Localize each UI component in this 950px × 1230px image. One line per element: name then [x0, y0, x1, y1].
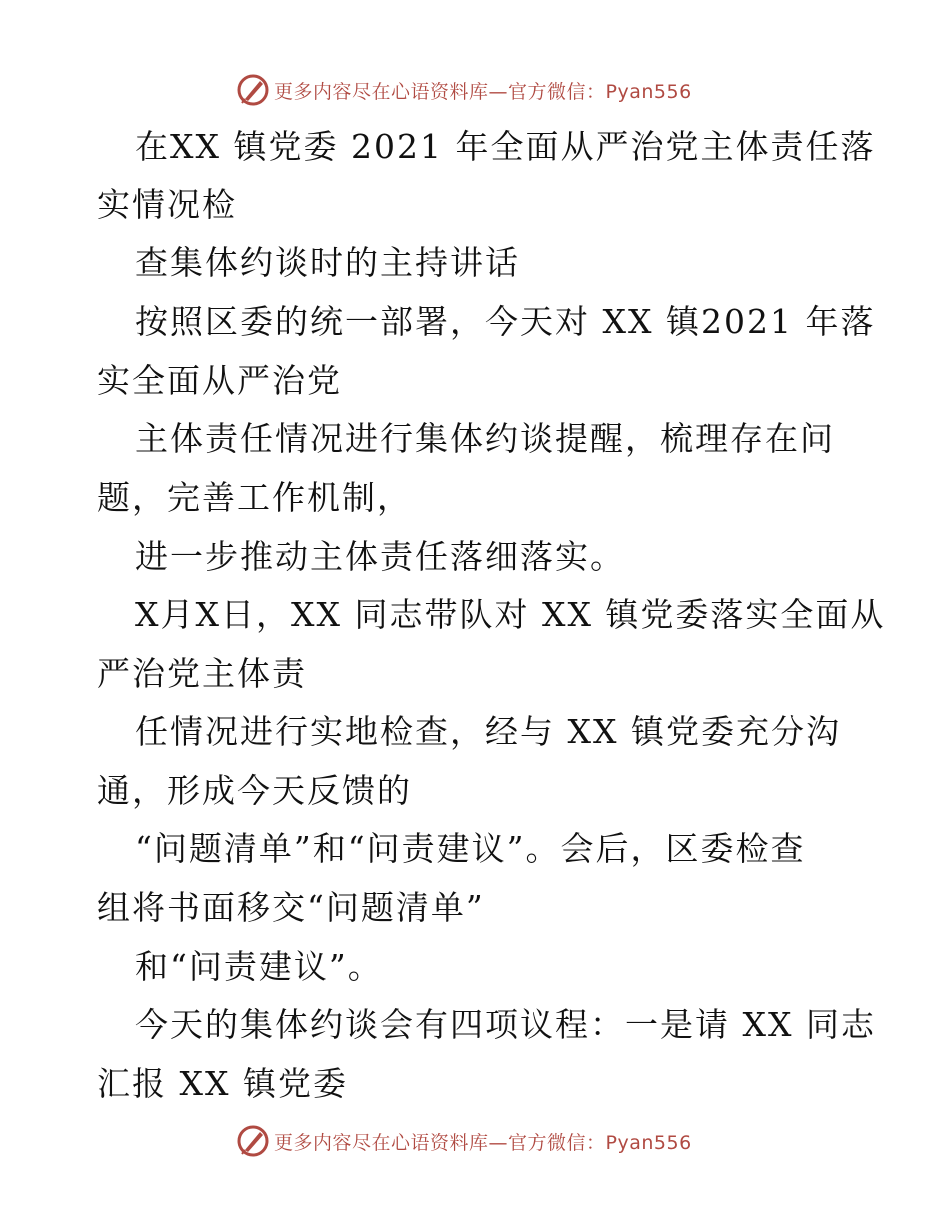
paragraph-line: 任情况进行实地检查，经与 XX 镇党委充分沟 — [135, 712, 841, 751]
paragraph-line: 在XX 镇党委 2021 年全面从严治党主体责任落 — [135, 127, 876, 166]
paragraph-line: 题，完善工作机制， — [97, 478, 412, 517]
watermark-text: 更多内容尽在心语资料库—官方微信：Pyan556 — [274, 1131, 692, 1154]
paragraph-line: 主体责任情况进行集体约谈提醒，梳理存在问 — [135, 419, 835, 458]
paragraph-line: 通，形成今天反馈的 — [97, 771, 412, 810]
paragraph-line: 和“问责建议”。 — [135, 947, 383, 986]
paragraph-line: 严治党主体责 — [97, 654, 307, 693]
paragraph-line: 实全面从严治党 — [97, 361, 342, 400]
paragraph-line: 进一步推动主体责任落细落实。 — [135, 537, 625, 576]
paragraph-line: 按照区委的统一部署，今天对 XX 镇2021 年落 — [135, 302, 876, 341]
paragraph-line: X月X日，XX 同志带队对 XX 镇党委落实全面从 — [135, 595, 886, 634]
quill-pen-circle-icon — [236, 1124, 270, 1158]
paragraph-line: “问题清单”和“问责建议”。会后，区委检查 — [135, 829, 806, 868]
paragraph-line: 今天的集体约谈会有四项议程：一是请 XX 同志 — [135, 1005, 876, 1044]
paragraph-line: 汇报 XX 镇党委 — [97, 1064, 348, 1103]
paragraph-line: 查集体约谈时的主持讲话 — [135, 243, 520, 282]
paragraph-line: 实情况检 — [97, 185, 237, 224]
watermark-text: 更多内容尽在心语资料库—官方微信：Pyan556 — [274, 80, 692, 103]
footer-watermark — [236, 1121, 692, 1161]
paragraph-line: 组将书面移交“问题清单” — [97, 888, 485, 927]
quill-pen-circle-icon — [236, 73, 270, 107]
header-watermark — [236, 70, 692, 110]
